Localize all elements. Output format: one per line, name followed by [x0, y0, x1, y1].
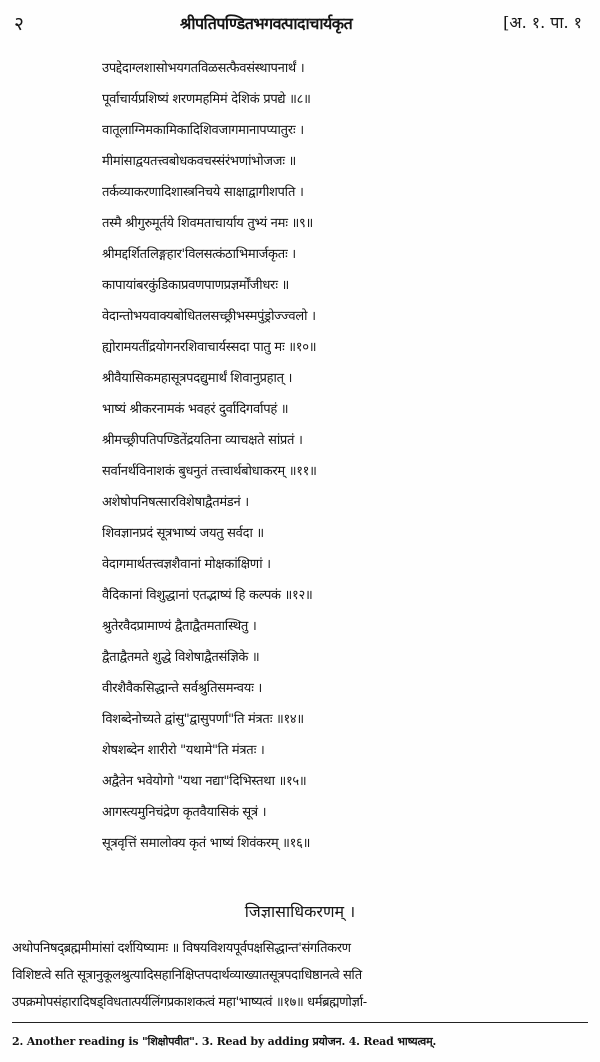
prose-line: विशिष्टत्वे सति सूत्रानुकूलश्रुत्यादिसहानिक्षिप्तपदार्थव्याख्यातसूत्रपदाधिष्ठानत्वे सति — [12, 968, 362, 983]
verse-line: शेषशब्देन शारीरो "यथामे"ति मंत्रतः । — [102, 743, 265, 758]
section-heading: जिज्ञासाधिकरणम् । — [244, 902, 356, 921]
verse-line: अशेषोपनिषत्सारविशेषाद्वैतमंडनं । — [102, 495, 249, 510]
verse-line: द्वैताद्वैतमते शुद्धे विशेषाद्वैतसंज्ञिके ॥ — [102, 650, 260, 665]
verse-line: श्रीमद्दर्शितलिङ्गहार'विलसत्कंठाभिमार्जकृतः । — [102, 247, 296, 262]
footnote-divider — [12, 1022, 588, 1023]
running-title: श्रीपतिपण्डितभगवत्पादाचार्यकृत — [180, 14, 353, 33]
verse-line: शिवज्ञानप्रदं सूत्रभाष्यं जयतु सर्वदा ॥ — [102, 526, 264, 541]
verse-line: उपद्देदाग्लशासोभयगतविळसत्फैवसंस्थापनार्थं । — [102, 61, 305, 76]
verse-line: वेदान्तोभयवाक्यबोधितलसच्छ्रीभस्मपुंड्रोज्ज्वलो । — [102, 309, 316, 324]
verse-line: वातूलाग्निमकामिकादिशिवजागमानापप्यातुरः । — [102, 123, 304, 138]
verse-line: तर्कव्याकरणादिशास्त्रनिचये साक्षाद्वागीशपति । — [102, 185, 304, 200]
page-header — [0, 6, 600, 36]
verse-line: कापायांबरकुंडिकाप्रवणपाणप्रज्ञर्मोंजीधरः ॥ — [102, 278, 290, 293]
verse-line: आगस्त्यमुनिचंद्रेण कृतवैयासिकं सूत्रं । — [102, 805, 267, 820]
chapter-reference: [अ. १. पा. १ — [503, 13, 582, 32]
verse-line: श्रीमच्छ्रीपतिपण्डितेंद्रयतिना व्याचक्षते सांप्रतं । — [102, 433, 303, 448]
page-number: २ — [14, 13, 24, 35]
verse-line: तस्मै श्रीगुरुमूर्तये शिवमताचार्याय तुभ्यं नमः ॥९॥ — [102, 216, 313, 231]
verse-line: वीरशैवैकसिद्धान्ते सर्वश्रुतिसमन्वयः । — [102, 681, 263, 696]
verse-line: श्रीवैयासिकमहासूत्रपदद्युमार्थं शिवानुप्रहात् । — [102, 371, 293, 386]
verse-line: वैदिकानां विशुद्धानां एतद्भाष्यं हि कल्पकं ॥१२॥ — [102, 588, 313, 603]
verse-line: विशब्देनोच्यते द्वांसु"द्वासुपर्णा"ति मंत्रतः ॥१४॥ — [102, 712, 304, 727]
footnote: 2. Another reading is "शिक्षोपवीत". 3. Read by adding प्रयोजन. 4. Read भाष्यत्वम्. — [12, 1035, 437, 1048]
verse-line: अद्वैतेन भवेयोगो "यथा नद्या"दिभिस्तथा ॥१५॥ — [102, 774, 307, 789]
verse-line: श्रुतेरवैदप्रामाण्यं द्वैताद्वैतमतास्थितु । — [102, 619, 257, 634]
verse-line: सूत्रवृत्तिं समालोक्य कृतं भाष्यं शिवंकरम् ॥१६॥ — [102, 836, 311, 851]
prose-line: अथोपनिषद्ब्रह्ममीमांसां दर्शयिष्यामः ॥ विषयविशयपूर्वपक्षसिद्धान्त'संगतिकरण — [12, 941, 351, 956]
verse-line: सर्वानर्थविनाशकं बुधनुतं तत्त्वार्थबोधाकरम् ॥११॥ — [102, 464, 317, 479]
verse-line: वेदागमार्थतत्त्वज्ञशैवानां मोक्षकांक्षिणां । — [102, 557, 271, 572]
verse-line: पूर्वाचार्यप्रशिष्यं शरणमहमिमं देशिकं प्रपद्ये ॥८॥ — [102, 92, 311, 107]
verse-line: मीमांसाद्वयतत्त्वबोधकवचस्संरंभणांभोजजः ॥ — [102, 154, 297, 169]
verse-line: भाष्यं श्रीकरनामकं भवहरं दुर्वादिगर्वापहं ॥ — [102, 402, 289, 417]
prose-line: उपक्रमोपसंहारादिषड्विधतात्पर्यलिंगप्रकाशकत्वं महा'भाष्यत्वं ॥१७॥ धर्मब्रह्मणोर्ज्ञा- — [12, 995, 367, 1010]
verse-line: ह्योरामयतींद्रयोगनरशिवाचार्यस्सदा पातु मः ॥१०॥ — [102, 340, 317, 355]
